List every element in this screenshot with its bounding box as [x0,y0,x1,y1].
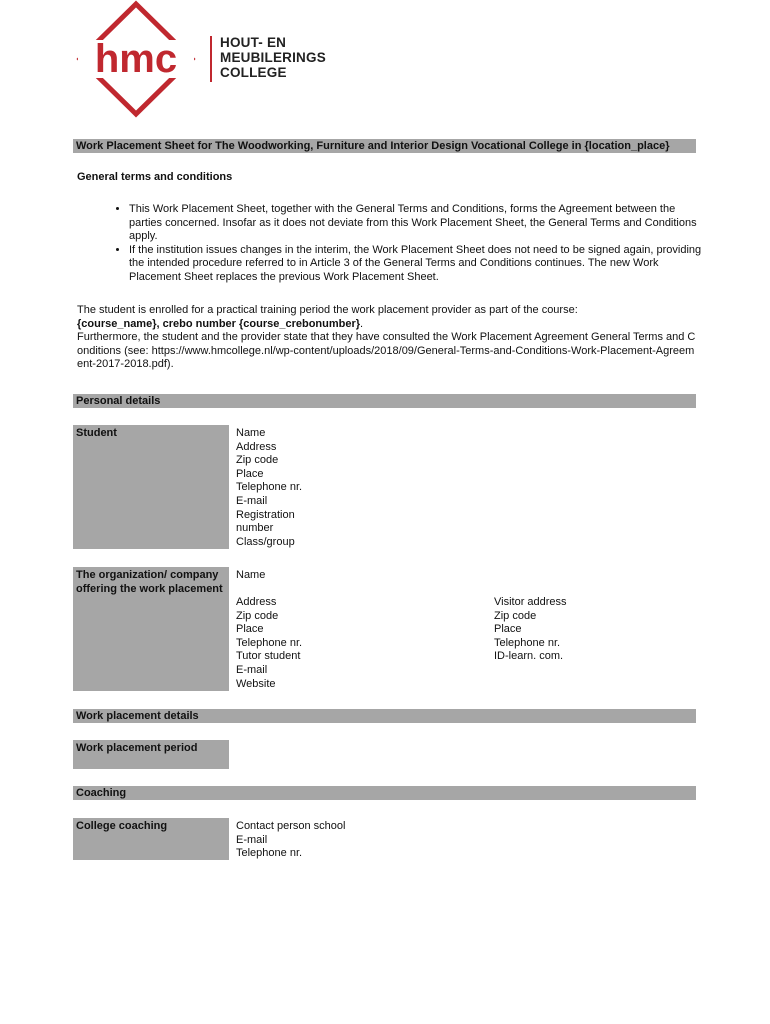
organization-fields-right [494,596,567,664]
student-label: Student [73,425,229,549]
field-label: Address [236,440,277,453]
field-label: Telephone nr. [236,847,303,860]
field-label: E-mail [236,663,268,676]
field-label: Place [494,623,522,636]
organization-label: The organization/ company offering the work placement [73,567,229,691]
field-label: Address [236,596,277,608]
list-item: • This Work Placement Sheet, together with the General Terms and Conditions, forms the Agreement between the parties concerned. Insofar as it does not deviate from this Work Placement Sheet, the General Terms and Conditions apply. [129,203,709,244]
field-label: Zip code [236,609,279,622]
course-info: {course_name}, crebo number {course_crebonumber} [77,317,361,330]
field-label: E-mail [236,494,268,507]
field-label: Place [236,467,264,480]
field-label: Place [236,623,264,636]
logo-text [220,35,326,80]
field-label: number [236,522,274,535]
student-fields [236,427,302,549]
field-label: Zip code [494,609,537,622]
organization-name-field [236,569,265,583]
field-label: Name [236,427,266,439]
general-terms-list [115,203,709,285]
field-label: Class/group [236,535,295,548]
college-coaching-label: College coaching [73,818,229,860]
logo-line-1: HOUT- EN [220,35,287,50]
field-label: Telephone nr. [236,636,303,649]
field-label: Name [236,569,266,581]
enrollment-paragraph [77,304,697,372]
college-coaching-fields [236,820,345,861]
logo-line-2: MEUBILERINGS [220,50,326,65]
work-placement-period-label: Work placement period [73,740,229,769]
field-label: Contact person school [236,820,346,832]
field-label: E-mail [236,833,268,846]
field-label: Telephone nr. [236,481,303,494]
general-terms-heading: General terms and conditions [77,171,233,183]
terms-statement: Furthermore, the student and the provider state that they have consulted the Work Placement Agreement General Terms and Conditions (see: https://www.hmcollege.nl/wp-content/uploads/2018/09/General-Terms-and-Conditions-Work-Placement-Agreement-2017-2018.pdf). [77,331,696,371]
field-label: Telephone nr. [494,636,561,649]
field-label: Website [236,677,276,690]
coaching-bar: Coaching [73,786,696,800]
course-line [77,318,697,332]
personal-details-bar: Personal details [73,394,696,408]
logo-mark: hmc [94,37,178,81]
field-label: ID-learn. com. [494,650,564,663]
logo-line-3: COLLEGE [220,65,287,80]
field-label: Registration [236,508,295,521]
enrollment-line: The student is enrolled for a practical training period the work placement provider as part of the course: [77,304,578,316]
list-item: • If the institution issues changes in the interim, the Work Placement Sheet does not need to be signed again, providing the intended procedure referred to in Article 3 of the General Terms and Conditions continues. The new Work Placement Sheet replaces the previous Work Placement Sheet. [129,244,709,285]
course-line-end: . [360,317,364,330]
work-placement-details-bar: Work placement details [73,709,696,723]
hmc-logo [76,0,196,118]
field-label: Visitor address [494,596,567,608]
field-label: Tutor student [236,650,301,663]
document-title-bar: Work Placement Sheet for The Woodworking, Furniture and Interior Design Vocational College in {location_place} [73,139,696,153]
organization-fields-left [236,596,302,691]
field-label: Zip code [236,454,279,467]
logo-divider [210,36,212,82]
